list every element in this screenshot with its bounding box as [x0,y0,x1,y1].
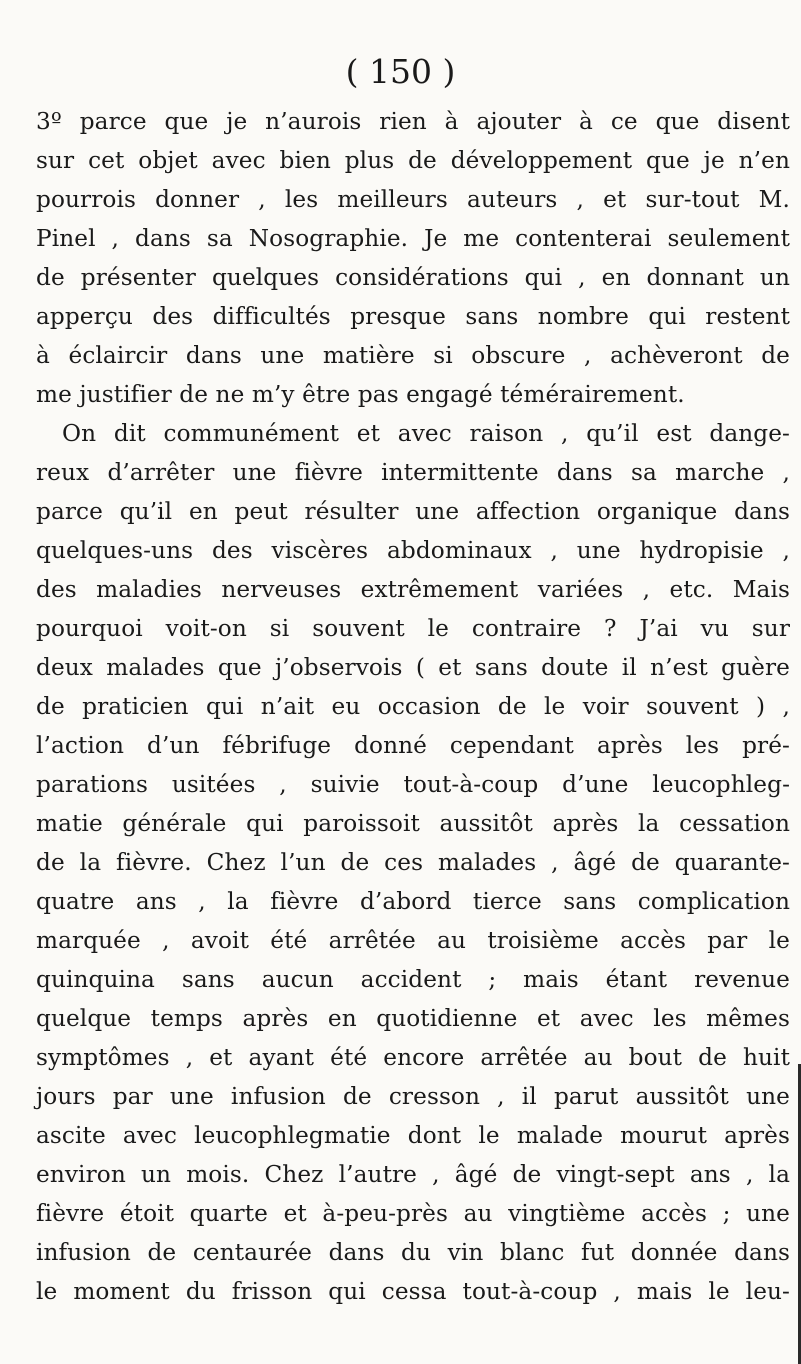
text-line: quatre ans , la fièvre d’abord tierce sans complication [36,888,790,915]
text-line: jours par une infusion de cresson , il parut aussitôt une [36,1083,790,1110]
text-line: fièvre étoit quarte et à-peu-près au vingtième accès ; une [36,1200,790,1227]
text-line: de présenter quelques considérations qui , en donnant un [36,264,790,291]
text-line: marquée , avoit été arrêtée au troisième accès par le [36,927,790,954]
text-line: le moment du frisson qui cessa tout-à-coup , mais le leu- [36,1278,790,1305]
text-line: ascite avec leucophlegmatie dont le malade mourut après [36,1122,790,1149]
text-line: reux d’arrêter une fièvre intermittente dans sa marche , [36,459,790,486]
text-line: sur cet objet avec bien plus de développement que je n’en [36,147,790,174]
text-line: quelque temps après en quotidienne et avec les mêmes [36,1005,790,1032]
text-line: l’action d’un fébrifuge donné cependant après les pré- [36,732,790,759]
page-number: ( 150 ) [345,52,456,91]
text-line: me justifier de ne m’y être pas engagé témérairement. [36,381,685,408]
text-line: deux malades que j’observois ( et sans doute il n’est guère [36,654,790,681]
text-line: de la fièvre. Chez l’un de ces malades , âgé de quarante- [36,849,790,876]
text-line: des maladies nerveuses extrêmement variées , etc. Mais [36,576,790,603]
text-line: Pinel , dans sa Nosographie. Je me contenterai seulement [36,225,790,252]
text-line: matie générale qui paroissoit aussitôt après la cessation [36,810,790,837]
text-line: environ un mois. Chez l’autre , âgé de vingt-sept ans , la [36,1161,790,1188]
text-line: apperçu des difficultés presque sans nombre qui restent [36,303,790,330]
text-line: parations usitées , suivie tout-à-coup d’une leucophleg- [36,771,790,798]
text-line: quinquina sans aucun accident ; mais étant revenue [36,966,790,993]
text-line: quelques-uns des viscères abdominaux , une hydropisie , [36,537,790,564]
text-line: infusion de centaurée dans du vin blanc fut donnée dans [36,1239,790,1266]
body-text [36,102,790,1311]
text-line: pourrois donner , les meilleurs auteurs , et sur-tout M. [36,186,790,213]
paragraph-start-line: On dit communément et avec raison , qu’il est dange- [62,420,790,447]
text-line: symptômes , et ayant été encore arrêtée au bout de huit [36,1044,790,1071]
text-line: à éclaircir dans une matière si obscure , achèveront de [36,342,790,369]
text-line: pourquoi voit-on si souvent le contraire ? J’ai vu sur [36,615,790,642]
text-line: parce qu’il en peut résulter une affection organique dans [36,498,790,525]
text-line: de praticien qui n’ait eu occasion de le voir souvent ) , [36,693,790,720]
text-line: 3º parce que je n’aurois rien à ajouter à ce que disent [36,108,790,135]
